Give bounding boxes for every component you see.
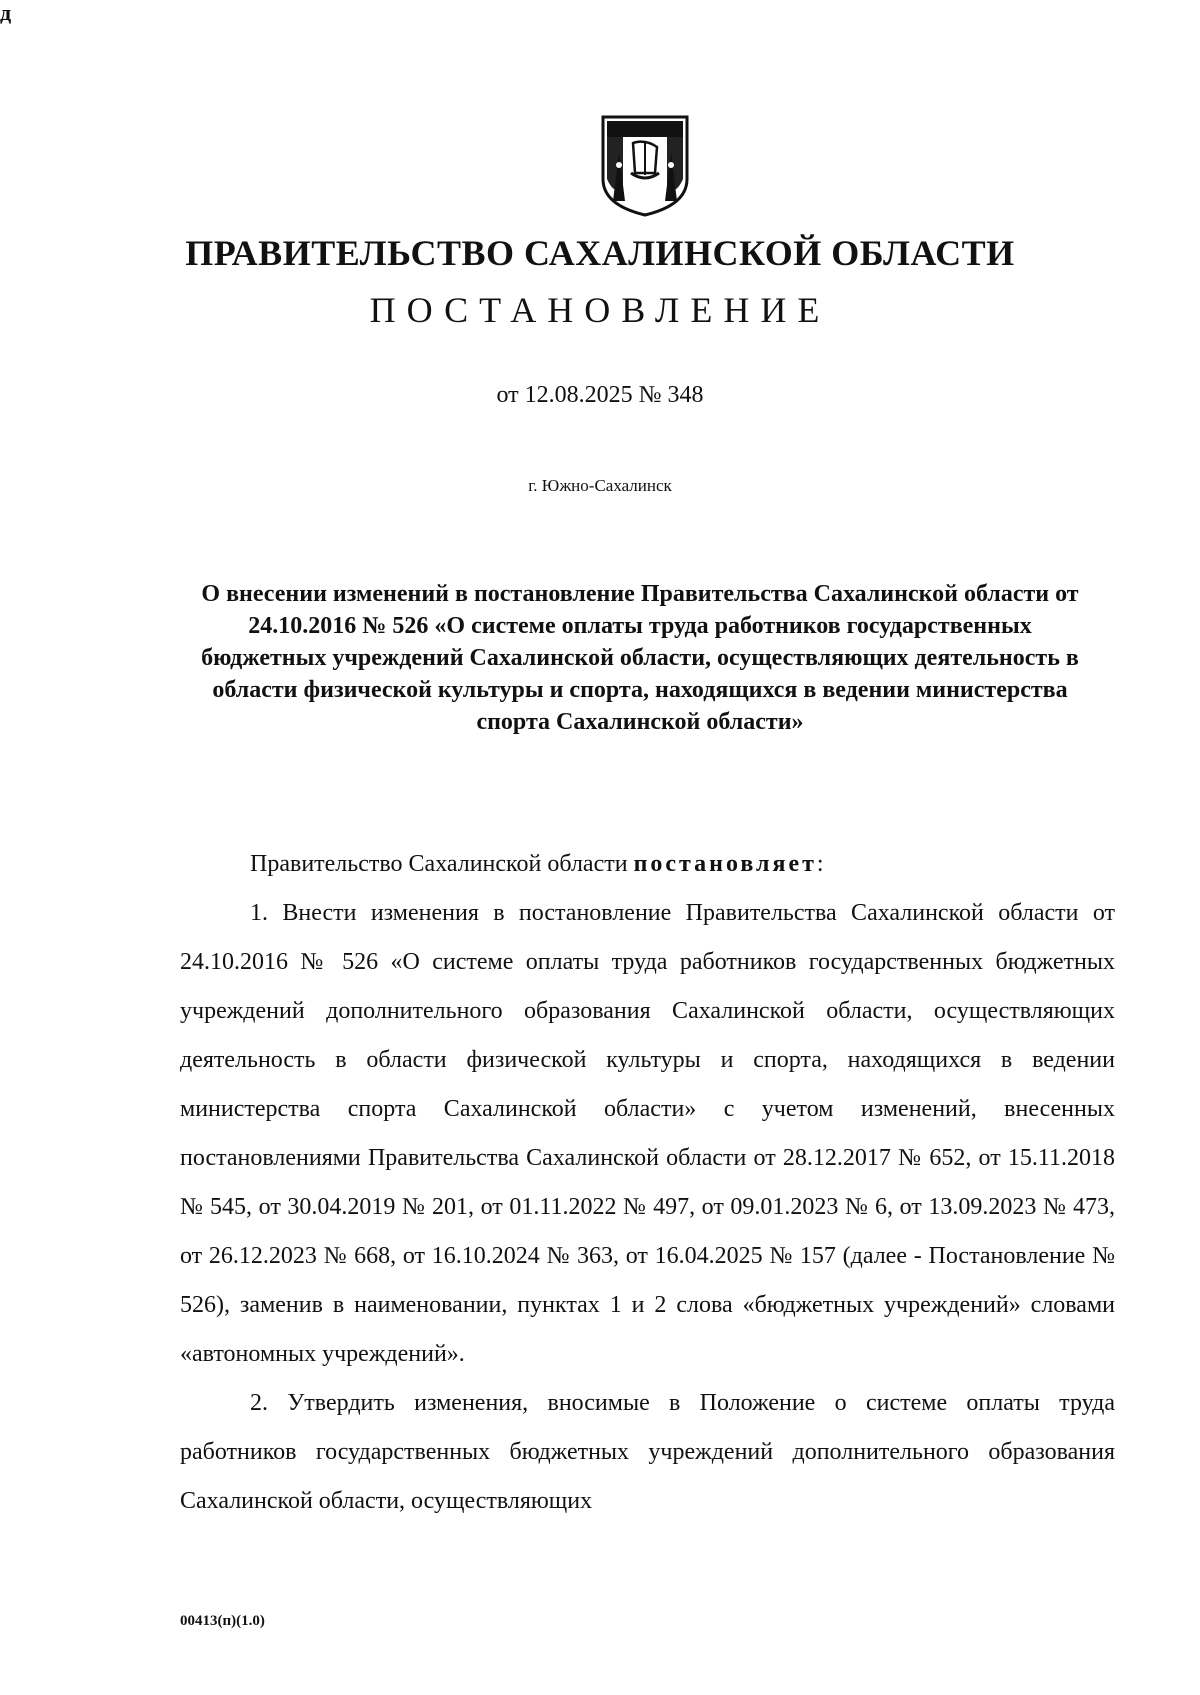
paragraph-2: 2. Утвердить изменения, вносимые в Положение о системе оплаты труда работников государственных бюджетных учреждений дополнительного образования Сахалинской области, осуществляющих (180, 1390, 1115, 1514)
organization-title: ПРАВИТЕЛЬСТВО САХАЛИНСКОЙ ОБЛАСТИ (185, 233, 1015, 273)
intro-paragraph (180, 840, 1115, 889)
document-body (180, 840, 1115, 1526)
paragraph-1: 1. Внести изменения в постановление Правительства Сахалинской области от 24.10.2016 № 526 «О системе оплаты труда работников государственных бюджетных учреждений дополнительного образования Сахалинской области, осуществляющих деятельность в области физической культуры и спорта, находящихся в ведении министерства спорта Сахалинской области» с учетом изменений, внесенных постановлениями Правительства Сахалинской области от 28.12.2017 № 652, от 15.11.2018 № 545, от 30.04.2019 № 201, от 01.11.2022 № 497, от 09.01.2023 № 6, от 13.09.2023 № 473, от 26.12.2023 № 668, от 16.10.2024 № 363, от 16.04.2025 № 157 (далее - Постановление № 526), заменив в наименовании, пунктах 1 и 2 слова «бюджетных учреждений» словами «автономных учреждений». (180, 900, 1115, 1367)
intro-prefix: Правительство Сахалинской области (250, 851, 634, 877)
document-date-number: от 12.08.2025 № 348 (496, 382, 704, 408)
document-type: ПОСТАНОВЛЕНИЕ (369, 290, 831, 330)
document-subject: О внесении изменений в постановление Правительства Сахалинской области от 24.10.2016 № 526 «О системе оплаты труда работников государственных бюджетных учреждений Сахалинской области, осуществляющих деятельность в области физической культуры и спорта, находящихся в ведении министерства спорта Сахалинской области» (201, 581, 1079, 735)
form-code: 00413(п)(1.0) (180, 1613, 265, 1629)
corner-mark: д (0, 0, 12, 25)
coat-of-arms-icon (597, 113, 693, 217)
intro-suffix: : (816, 851, 824, 877)
intro-keyword: постановляет (633, 851, 817, 877)
document-place: г. Южно-Сахалинск (528, 476, 672, 495)
